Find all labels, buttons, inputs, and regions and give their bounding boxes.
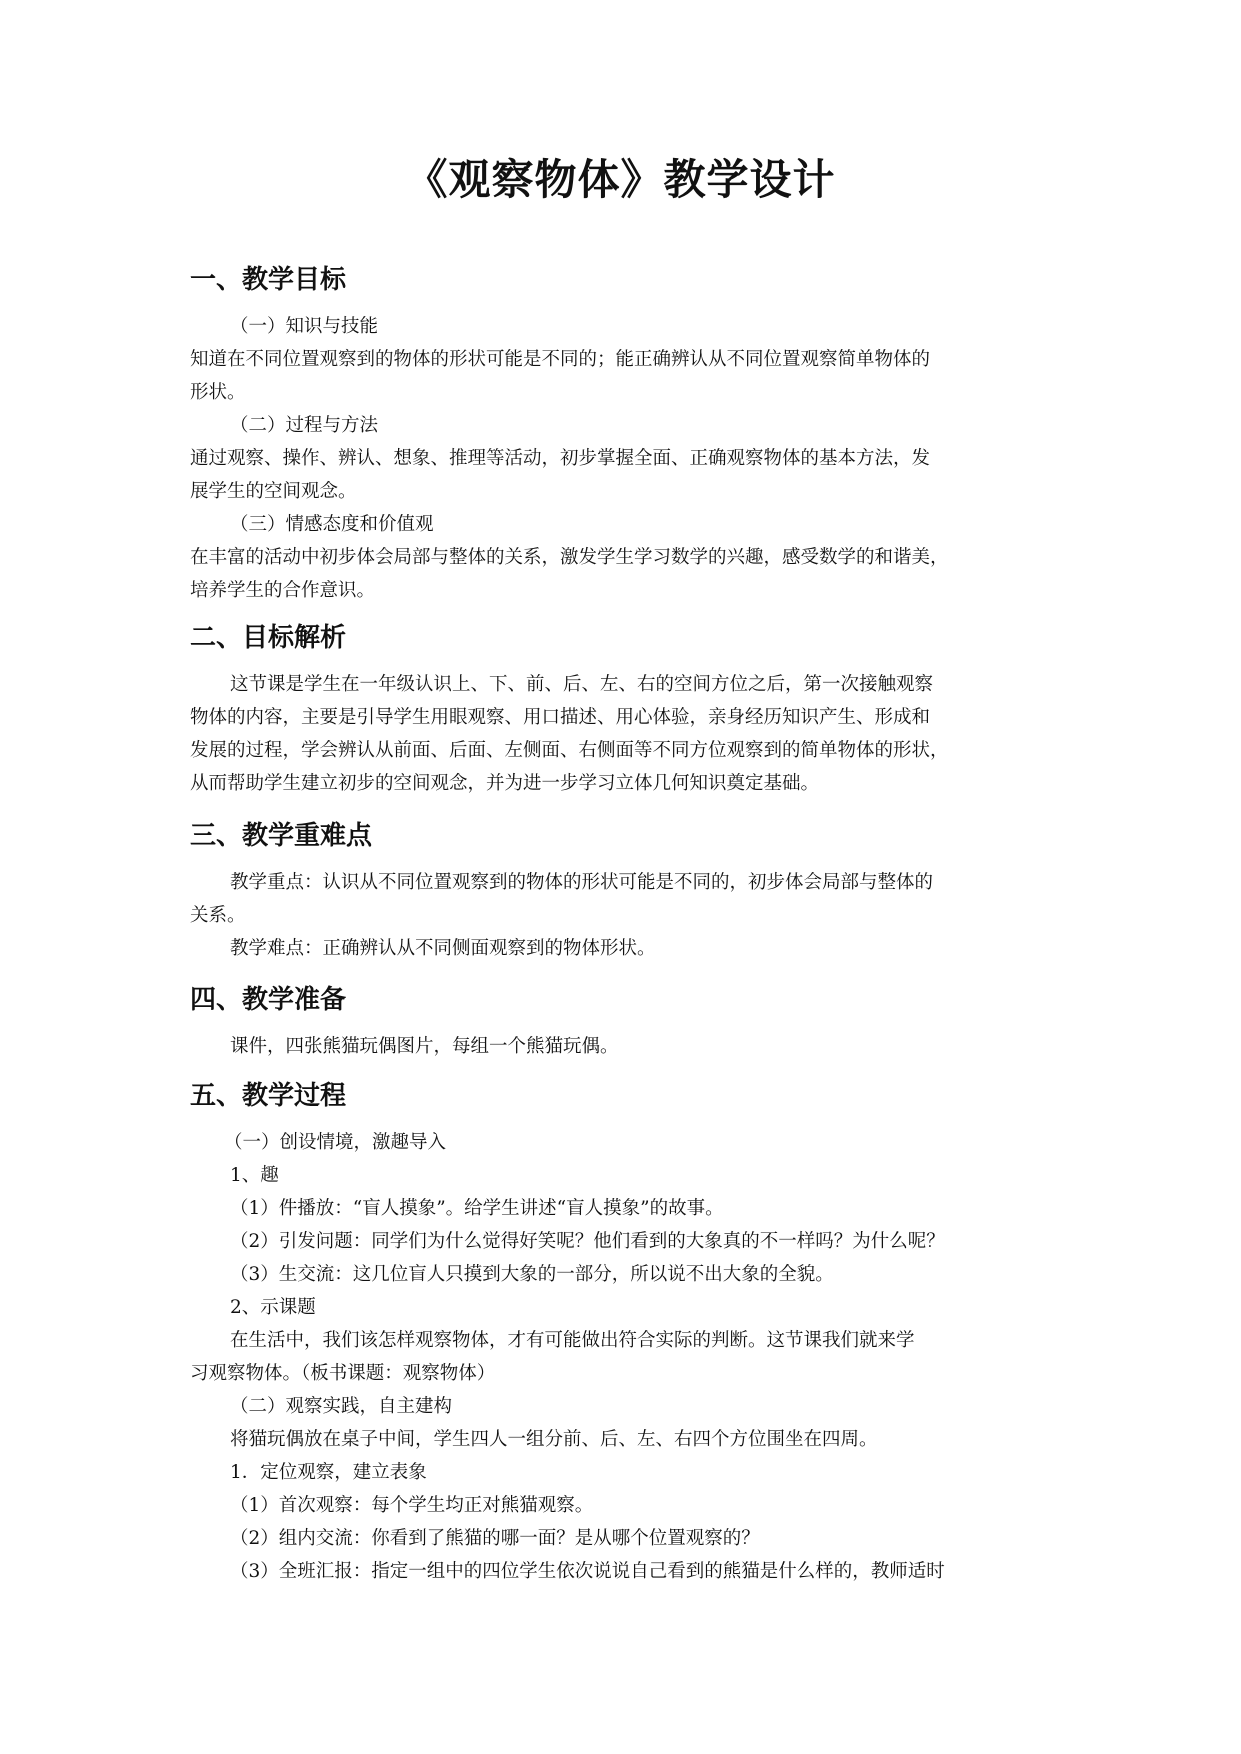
paragraph-line: 发展的过程，学会辨认从前面、后面、左侧面、右侧面等不同方位观察到的简单物体的形状， (190, 740, 949, 761)
paragraph-line: 这节课是学生在一年级认识上、下、前、后、左、右的空间方位之后，第一次接触观察 (230, 674, 934, 695)
section-heading-analysis: 二、目标解析 (190, 623, 347, 653)
paragraph-line: （二）观察实践，自主建构 (230, 1396, 453, 1417)
paragraph-line: （2）组内交流：你看到了熊猫的哪一面？是从哪个位置观察的？ (230, 1528, 760, 1549)
page-title: 《观察物体》教学设计 (405, 155, 836, 204)
paragraph-line: （一）知识与技能 (230, 316, 379, 337)
section-heading-key-points: 三、教学重难点 (190, 821, 373, 851)
paragraph-line: 教学难点：正确辨认从不同侧面观察到的物体形状。 (230, 938, 656, 959)
paragraph-line: 在生活中，我们该怎样观察物体，才有可能做出符合实际的判断。这节课我们就来学 (230, 1330, 915, 1351)
paragraph-line: 习观察物体。（板书课题：观察物体） (190, 1363, 496, 1384)
paragraph-line: 1．定位观察，建立表象 (230, 1462, 427, 1483)
paragraph-line: （1）首次观察：每个学生均正对熊猫观察。 (230, 1495, 594, 1516)
section-heading-objectives: 一、教学目标 (190, 265, 347, 295)
paragraph-line: 课件，四张熊猫玩偶图片，每组一个熊猫玩偶。 (230, 1036, 619, 1057)
paragraph-line: 从而帮助学生建立初步的空间观念，并为进一步学习立体几何知识奠定基础。 (190, 773, 820, 794)
paragraph-line: 教学重点：认识从不同位置观察到的物体的形状可能是不同的，初步体会局部与整体的 (230, 872, 934, 893)
paragraph-line: （1）件播放：“盲人摸象”。给学生讲述“盲人摸象”的故事。 (230, 1198, 724, 1219)
section-body-key-points (190, 866, 1060, 965)
paragraph-line: 展学生的空间观念。 (190, 481, 357, 502)
paragraph-line: 物体的内容，主要是引导学生用眼观察、用口描述、用心体验，亲身经历知识产生、形成和 (190, 707, 931, 728)
paragraph-line: 关系。 (190, 905, 246, 926)
section-heading-process: 五、教学过程 (190, 1081, 347, 1111)
paragraph-line: 培养学生的合作意识。 (190, 580, 376, 601)
paragraph-line: 1、趣 (230, 1165, 279, 1186)
paragraph-line: （2）引发问题：同学们为什么觉得好笑呢？他们看到的大象真的不一样吗？为什么呢？ (230, 1231, 945, 1252)
section-body-objectives (190, 310, 1060, 607)
paragraph-line: （3）生交流：这几位盲人只摸到大象的一部分，所以说不出大象的全貌。 (230, 1264, 834, 1285)
paragraph-line: （二）过程与方法 (230, 415, 379, 436)
section-body-analysis (190, 668, 1060, 800)
paragraph-line: 知道在不同位置观察到的物体的形状可能是不同的；能正确辨认从不同位置观察简单物体的 (190, 349, 931, 370)
paragraph-line: （三）情感态度和价值观 (230, 514, 434, 535)
section-body-process (190, 1126, 1060, 1588)
paragraph-line: 在丰富的活动中初步体会局部与整体的关系，激发学生学习数学的兴趣，感受数学的和谐美， (190, 547, 949, 568)
paragraph-line: （3）全班汇报：指定一组中的四位学生依次说说自己看到的熊猫是什么样的，教师适时 (230, 1561, 945, 1582)
paragraph-line: 通过观察、操作、辨认、想象、推理等活动，初步掌握全面、正确观察物体的基本方法，发 (190, 448, 931, 469)
section-body-preparation (190, 1030, 1060, 1063)
paragraph-line: （一）创设情境，激趣导入 (224, 1132, 447, 1153)
paragraph-line: 将猫玩偶放在桌子中间，学生四人一组分前、后、左、右四个方位围坐在四周。 (230, 1429, 878, 1450)
paragraph-line: 2、示课题 (230, 1297, 316, 1318)
section-heading-preparation: 四、教学准备 (190, 985, 347, 1015)
paragraph-line: 形状。 (190, 382, 246, 403)
